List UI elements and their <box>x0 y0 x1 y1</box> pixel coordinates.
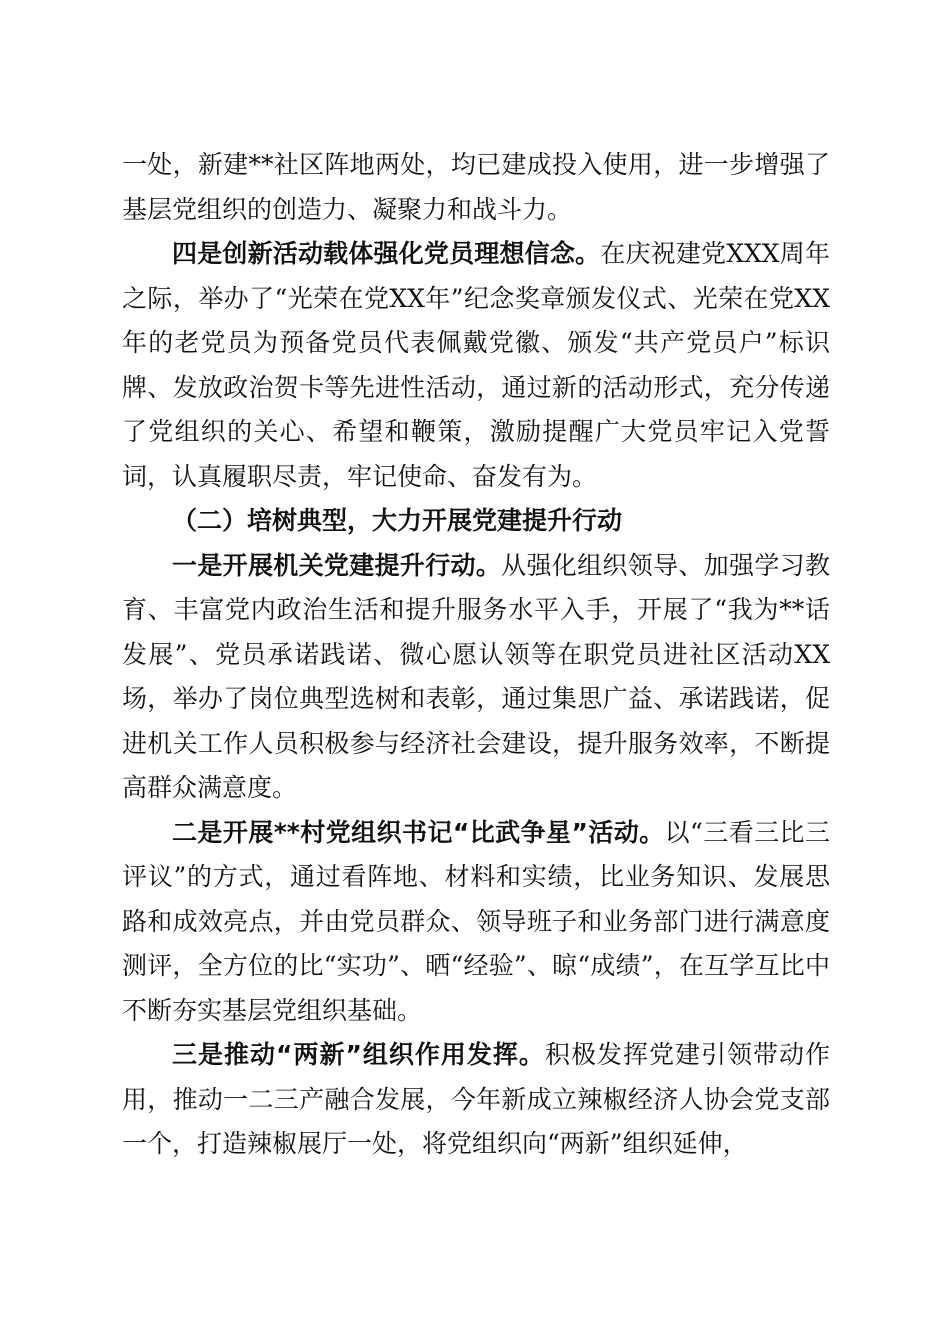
paragraph-text: 从强化组织领导、加强学习教育、丰富党内政治生活和提升服务水平入手，开展了“我为**话发展”、党员承诺践诺、微心愿认领等在职党员进社区活动XX场，举办了岗位典型选树和表彰，通过集思广益、承诺践诺，促进机关工作人员积极参与经济社会建设，提升服务效率，不断提高群众满意度。 <box>122 550 830 802</box>
paragraph-continuation <box>122 143 830 232</box>
paragraph-lead: 一是开展机关党建提升行动。 <box>172 550 502 580</box>
paragraph-three-two-new-organizations <box>122 1033 830 1167</box>
paragraph-four-innovate-activities <box>122 232 830 499</box>
paragraph-text: 积极发挥党建引领带动作用，推动一二三产融合发展，今年新成立辣椒经济人协会党支部一个，打造辣椒展厅一处，将党组织向“两新”组织延伸， <box>122 1040 830 1158</box>
paragraph-text: 以“三看三比三评议”的方式，通过看阵地、材料和实绩，比业务知识、发展思路和成效亮点，并由党员群众、领导班子和业务部门进行满意度测评，全方位的比“实功”、晒“经验”、晾“成绩”，在互学互比中不断夯实基层党组织基础。 <box>122 817 830 1025</box>
paragraph-text: 在庆祝建党XXX周年之际，举办了“光荣在党XX年”纪念奖章颁发仪式、光荣在党XX年的老党员为预备党员代表佩戴党徽、颁发“共产党员户”标识牌、发放政治贺卡等先进性活动，通过新的活动形式，充分传递了党组织的关心、希望和鞭策，激励提醒广大党员牢记入党誓词，认真履职尽责，牢记使命、奋发有为。 <box>122 239 830 491</box>
section-heading: （二）培树典型，大力开展党建提升行动 <box>172 506 623 535</box>
document-body <box>122 143 830 1167</box>
paragraph-lead: 四是创新活动载体强化党员理想信念。 <box>172 239 601 268</box>
paragraph-lead: 二是开展**村党组织书记“比武争星”活动。 <box>172 817 665 847</box>
paragraph-text: 一处，新建**社区阵地两处，均已建成投入使用，进一步增强了基层党组织的创造力、凝聚力和战斗力。 <box>122 150 830 224</box>
paragraph-two-village-secretary-contest <box>122 811 830 1034</box>
paragraph-one-organ-party-building <box>122 544 830 811</box>
paragraph-lead: 三是推动“两新”组织作用发挥。 <box>172 1040 545 1069</box>
